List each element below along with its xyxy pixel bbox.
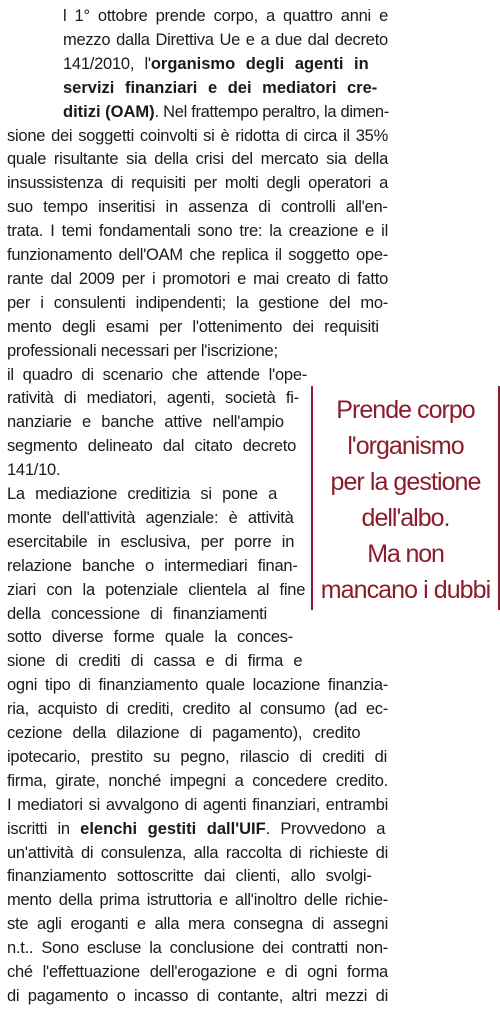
- pull-quote-line: l'organismo: [347, 432, 464, 460]
- text-run: ipotecario, prestito su pegno, rilascio di crediti di: [7, 747, 388, 766]
- bold-text: ditizi (OAM): [63, 102, 155, 121]
- bold-text: servizi finanziari e dei mediatori cre-: [63, 78, 378, 97]
- pull-quote-line: per la gestione: [330, 468, 481, 496]
- text-run: La mediazione creditizia si pone a: [7, 485, 278, 503]
- text-run: esercitabile in esclusiva, per porre in: [7, 532, 295, 551]
- text-run: n.t.. Sono escluse la conclusione dei contratti non-: [7, 939, 388, 958]
- pull-quote-line: Ma non: [367, 540, 444, 568]
- text-run: quale risultante sia della crisi del mercato sia della: [7, 150, 388, 169]
- text-run: . Provvedono a: [265, 819, 386, 838]
- text-run: ria, acquisto di crediti, credito al consumo (ad ec-: [7, 700, 388, 719]
- text-run: cezione della dilazione di pagamento), credito: [7, 724, 361, 742]
- text-run: mento degli esami per l'ottenimento dei requisiti: [7, 317, 379, 336]
- text-run: mezzo dalla Direttiva Ue e a due dal decreto: [63, 30, 388, 49]
- text-run: l 1° ottobre prende corpo, a quattro anni e: [63, 7, 388, 25]
- article-line: [7, 982, 388, 1010]
- text-run: monte dell'attività agenziale: è attività: [7, 508, 294, 527]
- text-run: di pagamento o incasso di contante, altri mezzi di: [7, 986, 388, 1005]
- text-run: professionali necessari per l'iscrizione;: [7, 341, 278, 360]
- pull-quote-line: dell'albo.: [361, 504, 450, 532]
- text-run: sotto diverse forme quale la conces-: [7, 628, 294, 647]
- text-run: ratività di mediatori, agenti, società fi-: [7, 389, 299, 408]
- text-run: insussistenza di requisiti per molti degli operatori a: [7, 174, 388, 193]
- text-run: ogni tipo di finanziamento quale locazione finanzia-: [7, 676, 388, 695]
- text-run: trata. I temi fondamentali sono tre: la creazione e il: [7, 222, 388, 241]
- text-run: 141/2010, l': [63, 54, 151, 73]
- pull-quote-line: Prende corpo: [336, 396, 475, 424]
- text-run: relazione banche o intermediari finan-: [7, 556, 298, 575]
- bold-text: organismo degli agenti in: [150, 54, 369, 73]
- text-run: finanziamento sottoscritte dai clienti, allo svolgi-: [7, 867, 372, 886]
- text-run: iscritti in: [7, 819, 81, 838]
- text-run: firma, girate, nonché impegni a concedere credito.: [7, 771, 388, 790]
- pull-quote-line: mancano i dubbi: [320, 576, 491, 604]
- text-run: nanziarie e banche attive nell'ampio: [7, 413, 284, 432]
- text-run: per i consulenti indipendenti; la gestione del mo-: [7, 293, 388, 312]
- text-run: sione dei soggetti coinvolti si è ridotta di circa il 35%: [7, 126, 388, 145]
- text-run: il quadro di scenario che attende l'ope-: [7, 365, 307, 384]
- text-run: della concessione di finanziamenti: [7, 604, 267, 623]
- text-run: ché l'effettuazione dell'erogazione e di ogni forma: [7, 963, 388, 981]
- text-run: sione di crediti di cassa e di firma e: [7, 652, 303, 671]
- text-run: rante dal 2009 per i promotori e mai creato di fatto: [7, 269, 388, 288]
- text-run: un'attività di consulenza, alla raccolta di richieste di: [7, 843, 388, 862]
- text-run: segmento delineato dal citato decreto: [7, 437, 297, 456]
- text-run: 141/10.: [7, 461, 61, 480]
- text-run: funzionamento dell'OAM che replica il soggetto ope-: [7, 246, 388, 264]
- pull-quote: [311, 386, 500, 610]
- text-run: mento della prima istruttoria e all'inoltro delle richie-: [7, 891, 388, 910]
- bold-text: elenchi gestiti dall'UIF: [80, 819, 266, 838]
- text-run: . Nel frattempo peraltro, la dimen-: [154, 102, 389, 121]
- text-run: ste agli eroganti e alla mera consegna di assegni: [7, 915, 388, 934]
- text-run: ziari con la potenziale clientela al fine: [7, 580, 306, 599]
- text-run: I mediatori si avvalgono di agenti finanziari, entrambi: [7, 795, 388, 814]
- text-run: suo tempo inseritisi in assenza di controlli all'en-: [7, 198, 388, 217]
